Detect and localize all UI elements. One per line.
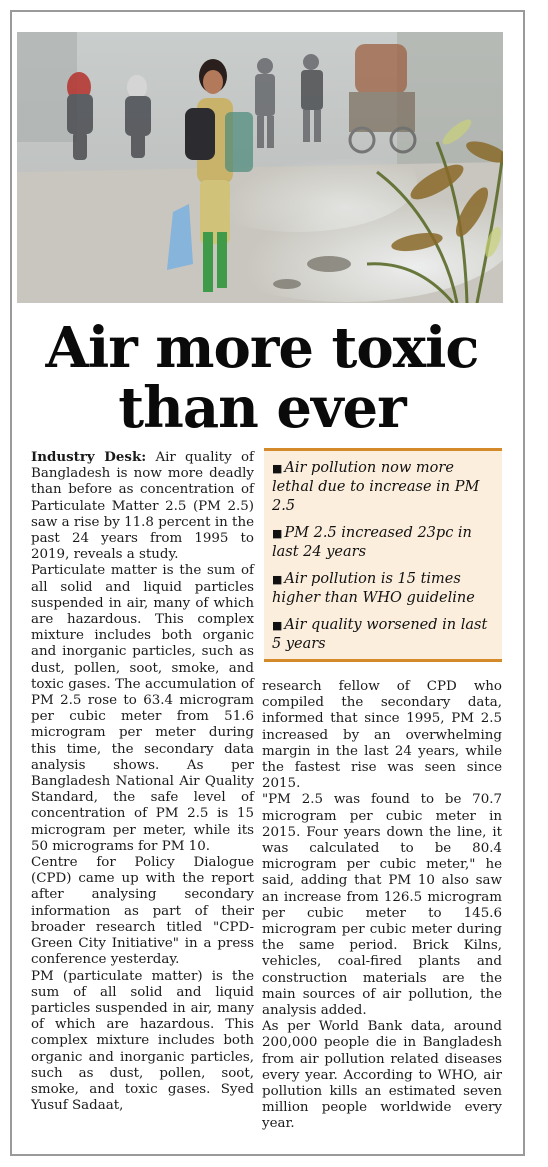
article-column-1	[31, 449, 254, 1114]
byline: Industry Desk:	[31, 449, 147, 465]
bullet-square-icon: ■	[272, 462, 283, 475]
highlight-item	[272, 459, 492, 516]
headline-line-2: than ever	[118, 375, 406, 441]
headline	[17, 315, 507, 441]
headline-line-1: Air more toxic	[45, 315, 479, 381]
lead-text: Air quality of Bangladesh is now more deadly than before as concentration of Particulate Matter 2.5 (PM 2.5) saw a rise by 11.8 percent in the past 24 years from 1995 to 2019, reveals a study.	[31, 450, 254, 563]
paragraph-2: Particulate matter is the sum of all solid and liquid particles suspended in air, many of which are hazardous. This complex mixture includes both organic and inorganic particles, such as dust, pollen, soot, smoke, and toxic gases. The accumulation of PM 2.5 rose to 63.4 microgram per cubic meter from 51.6 microgram per meter during this time, the secondary data analysis shows. As per Bangladesh National Air Quality Standard, the safe level of concentration of PM 2.5 is 15 microgram per meter, while its 50 micrograms for PM 10.	[31, 563, 254, 854]
highlight-item	[272, 616, 492, 654]
paragraph-3: Centre for Policy Dialogue (CPD) came up with the report after analysing secondary information as part of their broader research titled "CPD-Green City Initiative" in a press conference yesterday.	[31, 855, 254, 968]
paragraph-6: "PM 2.5 was found to be 70.7 microgram per cubic meter in 2015. Four years down the line, it was calculated to be 80.4 microgram per cubic meter," he said, adding that PM 10 also saw an increase from 126.5 microgram per cubic meter to 145.6 microgram per cubic meter during the same period. Brick Kilns, vehicles, coal-fired plants and construction materials are the main sources of air pollution, the analysis added.	[262, 792, 502, 1019]
bullet-square-icon: ■	[272, 573, 283, 586]
paragraph-5: research fellow of CPD who compiled the secondary data, informed that since 1995, PM 2.5 increased by an overwhelming margin in the last 24 years, while the fastest rise was seen since 2015.	[262, 679, 502, 792]
street-smog-photo-icon	[17, 32, 503, 303]
highlight-item	[272, 524, 492, 562]
lead-paragraph	[31, 449, 254, 563]
article-column-2	[262, 679, 502, 1133]
highlight-text: PM 2.5 increased 23pc in last 24 years	[272, 525, 472, 560]
highlight-text: Air quality worsened in last 5 years	[272, 617, 488, 652]
highlight-item	[272, 570, 492, 608]
highlights-box	[264, 448, 502, 662]
street-smog-photo	[17, 32, 503, 303]
highlight-text: Air pollution is 15 times higher than WHO guideline	[272, 571, 475, 606]
bullet-square-icon: ■	[272, 527, 283, 540]
paragraph-4: PM (particulate matter) is the sum of all solid and liquid particles suspended in air, many of which are hazardous. This complex mixture includes both organic and inorganic particles, such as dust, pollen, soot, smoke, and toxic gases. Syed Yusuf Sadaat,	[31, 968, 254, 1114]
paragraph-7: As per World Bank data, around 200,000 people die in Bangladesh from air pollution related diseases every year. According to WHO, air pollution kills an estimated seven million people worldwide every year.	[262, 1019, 502, 1132]
bullet-square-icon: ■	[272, 619, 283, 632]
highlight-text: Air pollution now more lethal due to increase in PM 2.5	[272, 460, 480, 514]
